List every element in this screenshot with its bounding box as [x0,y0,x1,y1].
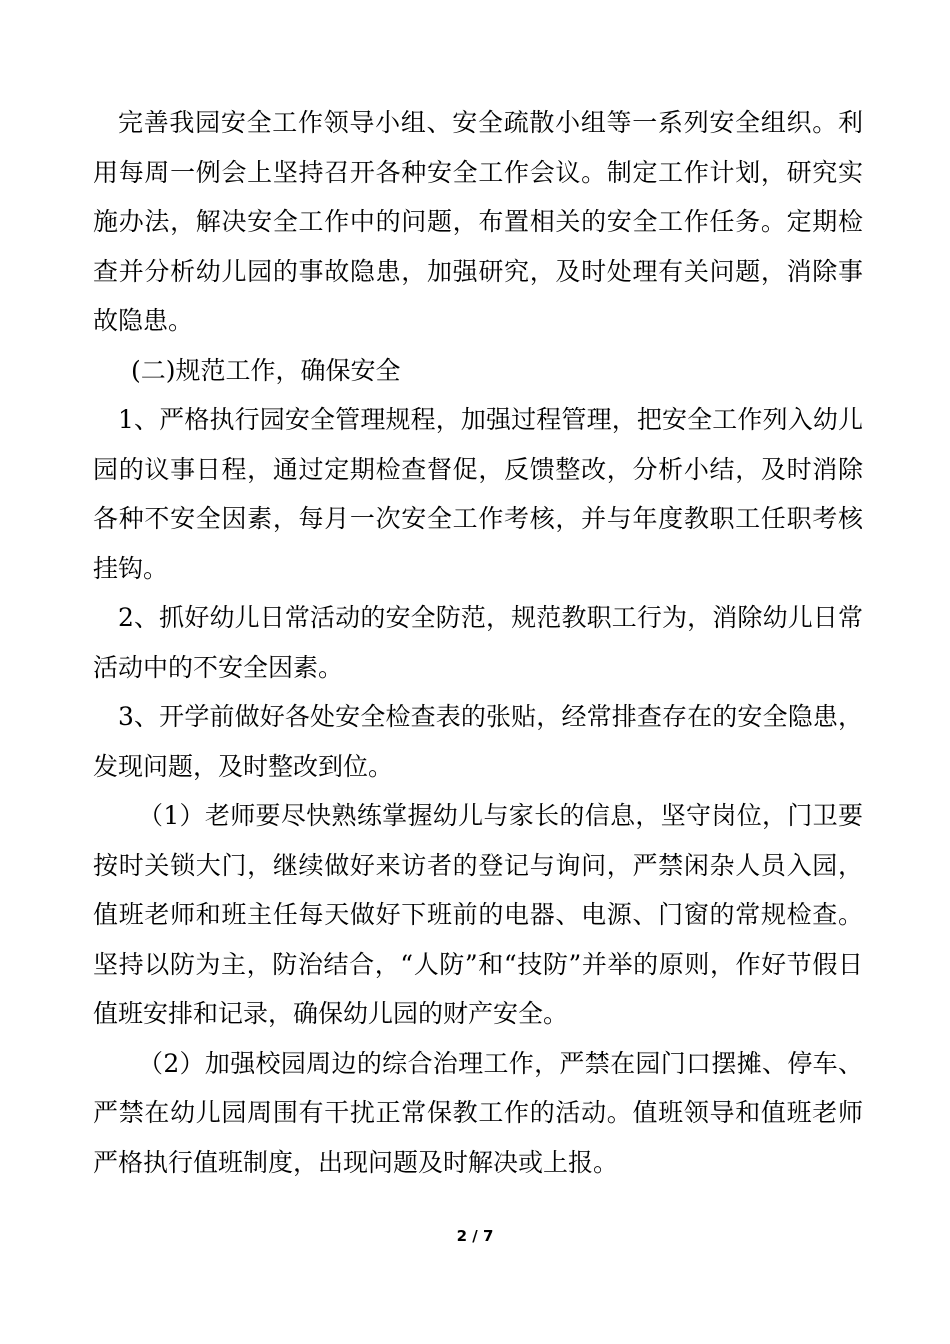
paragraph-safety-organization: 完善我园安全工作领导小组、安全疏散小组等一系列安全组织。利用每周一例会上坚持召开各种安全工作会议。制定工作计划，研究实施办法，解决安全工作中的问题，布置相关的安全工作任务。定期检查并分析幼儿园的事故隐患，加强研究，及时处理有关问题，消除事故隐患。 [93,108,863,335]
paragraph-subitem-1: （1）老师要尽快熟练掌握幼儿与家长的信息，坚守岗位，门卫要按时关锁大门，继续做好来访者的登记与询问，严禁闲杂人员入园， 值班老师和班主任每天做好下班前的电器、电源、门窗的常规检查。坚持以防为主，防治结合，“人防”和“技防”并举的原则，作好节假日值班安排和记录，确保幼儿园的财产安全。 [93,801,863,1028]
paragraph-subitem-2: （2）加强校园周边的综合治理工作，严禁在园门口摆摊、停车、严禁在幼儿园周围有干扰正常保教工作的活动。值班领导和值班老师严格执行值班制度，出现问题及时解决或上报。 [93,1048,863,1177]
section-heading-standardize-work: (二)规范工作，确保安全 [131,355,401,385]
paragraph-item-3: 3、开学前做好各处安全检查表的张贴，经常排查存在的安全隐患，发现问题，及时整改到位。 [93,702,863,781]
paragraph-item-2: 2、抓好幼儿日常活动的安全防范，规范教职工行为，消除幼儿日常活动中的不安全因素。 [93,603,863,682]
page-number: 2 / 7 [456,1227,494,1245]
document-body [93,98,863,1187]
paragraph-item-1: 1、严格执行园安全管理规程，加强过程管理，把安全工作列入幼儿园的议事日程，通过定期检查督促，反馈整改，分析小结，及时消除各种不安全因素，每月一次安全工作考核，并与年度教职工任职考核挂钩。 [93,405,863,583]
